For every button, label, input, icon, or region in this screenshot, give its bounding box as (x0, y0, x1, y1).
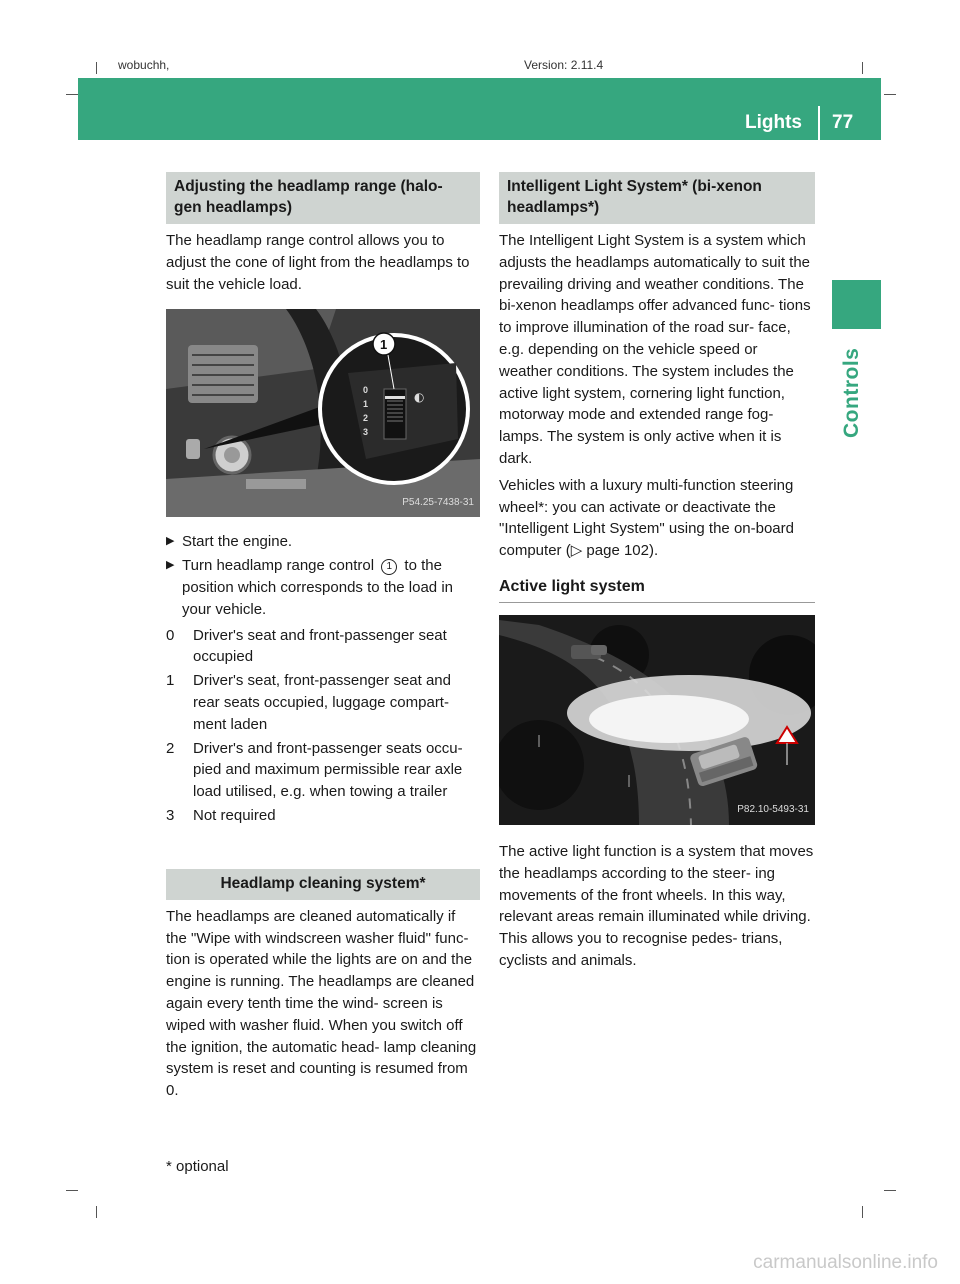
watermark: carmanualsonline.info (753, 1252, 938, 1273)
instruction-step (166, 555, 480, 620)
list-text: Driver's seat, front-passenger seat and rear seats occupied, luggage compart- ment laden (193, 672, 451, 733)
svg-text:◐: ◐ (414, 390, 425, 405)
step-text: to the position which corresponds to the load in your vehicle. (182, 557, 453, 618)
heading-line: Adjusting the headlamp range (halo- (174, 178, 443, 195)
dial-label-3: 3 (363, 427, 369, 438)
section-heading-intelligent-light (499, 172, 815, 224)
step-arrow-icon: ▶ (166, 535, 175, 548)
header-section-title: Lights (745, 112, 802, 133)
crop-mark (884, 1190, 896, 1191)
figure-code: P54.25-7438-31 (402, 496, 474, 508)
paragraph-text: Vehicles with a luxury multi-function steering wheel*: you can activate or deactivate the "Intelligent Light System" using the on-board computer ( (499, 476, 794, 560)
list-item (166, 625, 480, 669)
crop-mark (66, 1190, 78, 1191)
subheading-active-light: Active light system (499, 576, 815, 603)
list-text: Driver's and front-passenger seats occu- pied and maximum permissible rear axle load utilised, e.g. when towing a trailer (193, 739, 463, 801)
headlamp-range-figure (166, 309, 480, 517)
intro-paragraph: The headlamp range control allows you to adjust the cone of light from the headlamps to suit the vehicle load. (166, 232, 470, 293)
crop-mark (862, 1206, 863, 1218)
list-number: 1 (166, 672, 175, 690)
side-tab-marker (832, 280, 881, 329)
left-column (166, 172, 480, 1107)
active-light-paragraph: The active light function is a system that moves the headlamps according to the steer- ing movements of the front wheels. In this way, relevant areas remain illuminated while driving. This allows you to recognise pedes- trians, cyclists and animals. (499, 842, 814, 969)
dashboard-illustration (166, 309, 480, 517)
footer-note: * optional (166, 1158, 229, 1175)
meta-left: wobuchh, (118, 58, 170, 72)
step-text: Turn headlamp range control (182, 557, 375, 575)
list-item (166, 805, 480, 827)
ils-paragraph: The Intelligent Light System is a system which adjusts the headlamps automatically to suit the prevailing driving and weather conditions. The bi-xenon headlamps offer advanced func- tions to improve illumination of the road sur- face, e.g. depending on the vehicle speed or weather conditions. The system includes the active light system, cornering light function, motorway mode and extended range fog- lamps. The system is only active when it is dark. (499, 232, 811, 467)
list-text: Not required (193, 806, 276, 824)
side-tab-label: Controls (840, 347, 863, 438)
cleaning-paragraph: The headlamps are cleaned automatically if the "Wipe with windscreen washer fluid" func- tion is operated while the lights are on and the engine is running. The headlamps are cleaned again every tenth time the wind- screen is wiped with washer fluid. When you switch off the ignition, the automatic head- lamp cleaning system is reset and counting is resumed from 0. (166, 907, 477, 1100)
page-number: 77 (832, 112, 854, 133)
heading-line: headlamps*) (507, 199, 600, 216)
heading-line: gen headlamps) (174, 199, 292, 216)
list-number: 3 (166, 806, 175, 824)
list-number: 0 (166, 626, 175, 644)
section-heading-headlamp-cleaning (166, 869, 480, 900)
crop-mark (884, 94, 896, 95)
meta-right: Version: 2.11.4 (524, 58, 604, 72)
heading-line: Intelligent Light System* (bi-xenon (507, 178, 762, 195)
dial-label-1: 1 (363, 399, 369, 410)
dial-label-0: 0 (363, 385, 369, 396)
callout-badge: 1 (381, 559, 397, 575)
step-arrow-icon: ▶ (166, 559, 175, 572)
crop-mark (96, 1206, 97, 1218)
instruction-step (166, 531, 480, 553)
list-item (166, 738, 480, 803)
crop-mark (66, 94, 78, 95)
crop-mark (862, 62, 863, 74)
callout-number: 1 (380, 337, 388, 353)
section-heading-headlamp-range (166, 172, 480, 224)
header-divider (818, 106, 820, 140)
active-light-figure (499, 615, 815, 825)
list-number: 2 (166, 739, 175, 757)
page-ref-arrow-icon: ▷ (570, 542, 583, 560)
right-column (499, 172, 815, 977)
list-text: Driver's seat and front-passenger seat occupied (193, 626, 447, 666)
dial-label-2: 2 (363, 413, 369, 424)
ils-activation-paragraph (499, 475, 815, 562)
night-road-illustration (499, 615, 815, 825)
crop-mark (96, 62, 97, 74)
page-ref-link[interactable]: page 102). (582, 542, 659, 560)
figure-code: P82.10-5493-31 (737, 804, 809, 816)
step-text: Start the engine. (182, 533, 293, 551)
list-item (166, 670, 480, 735)
heading-text: Headlamp cleaning system* (220, 874, 426, 892)
